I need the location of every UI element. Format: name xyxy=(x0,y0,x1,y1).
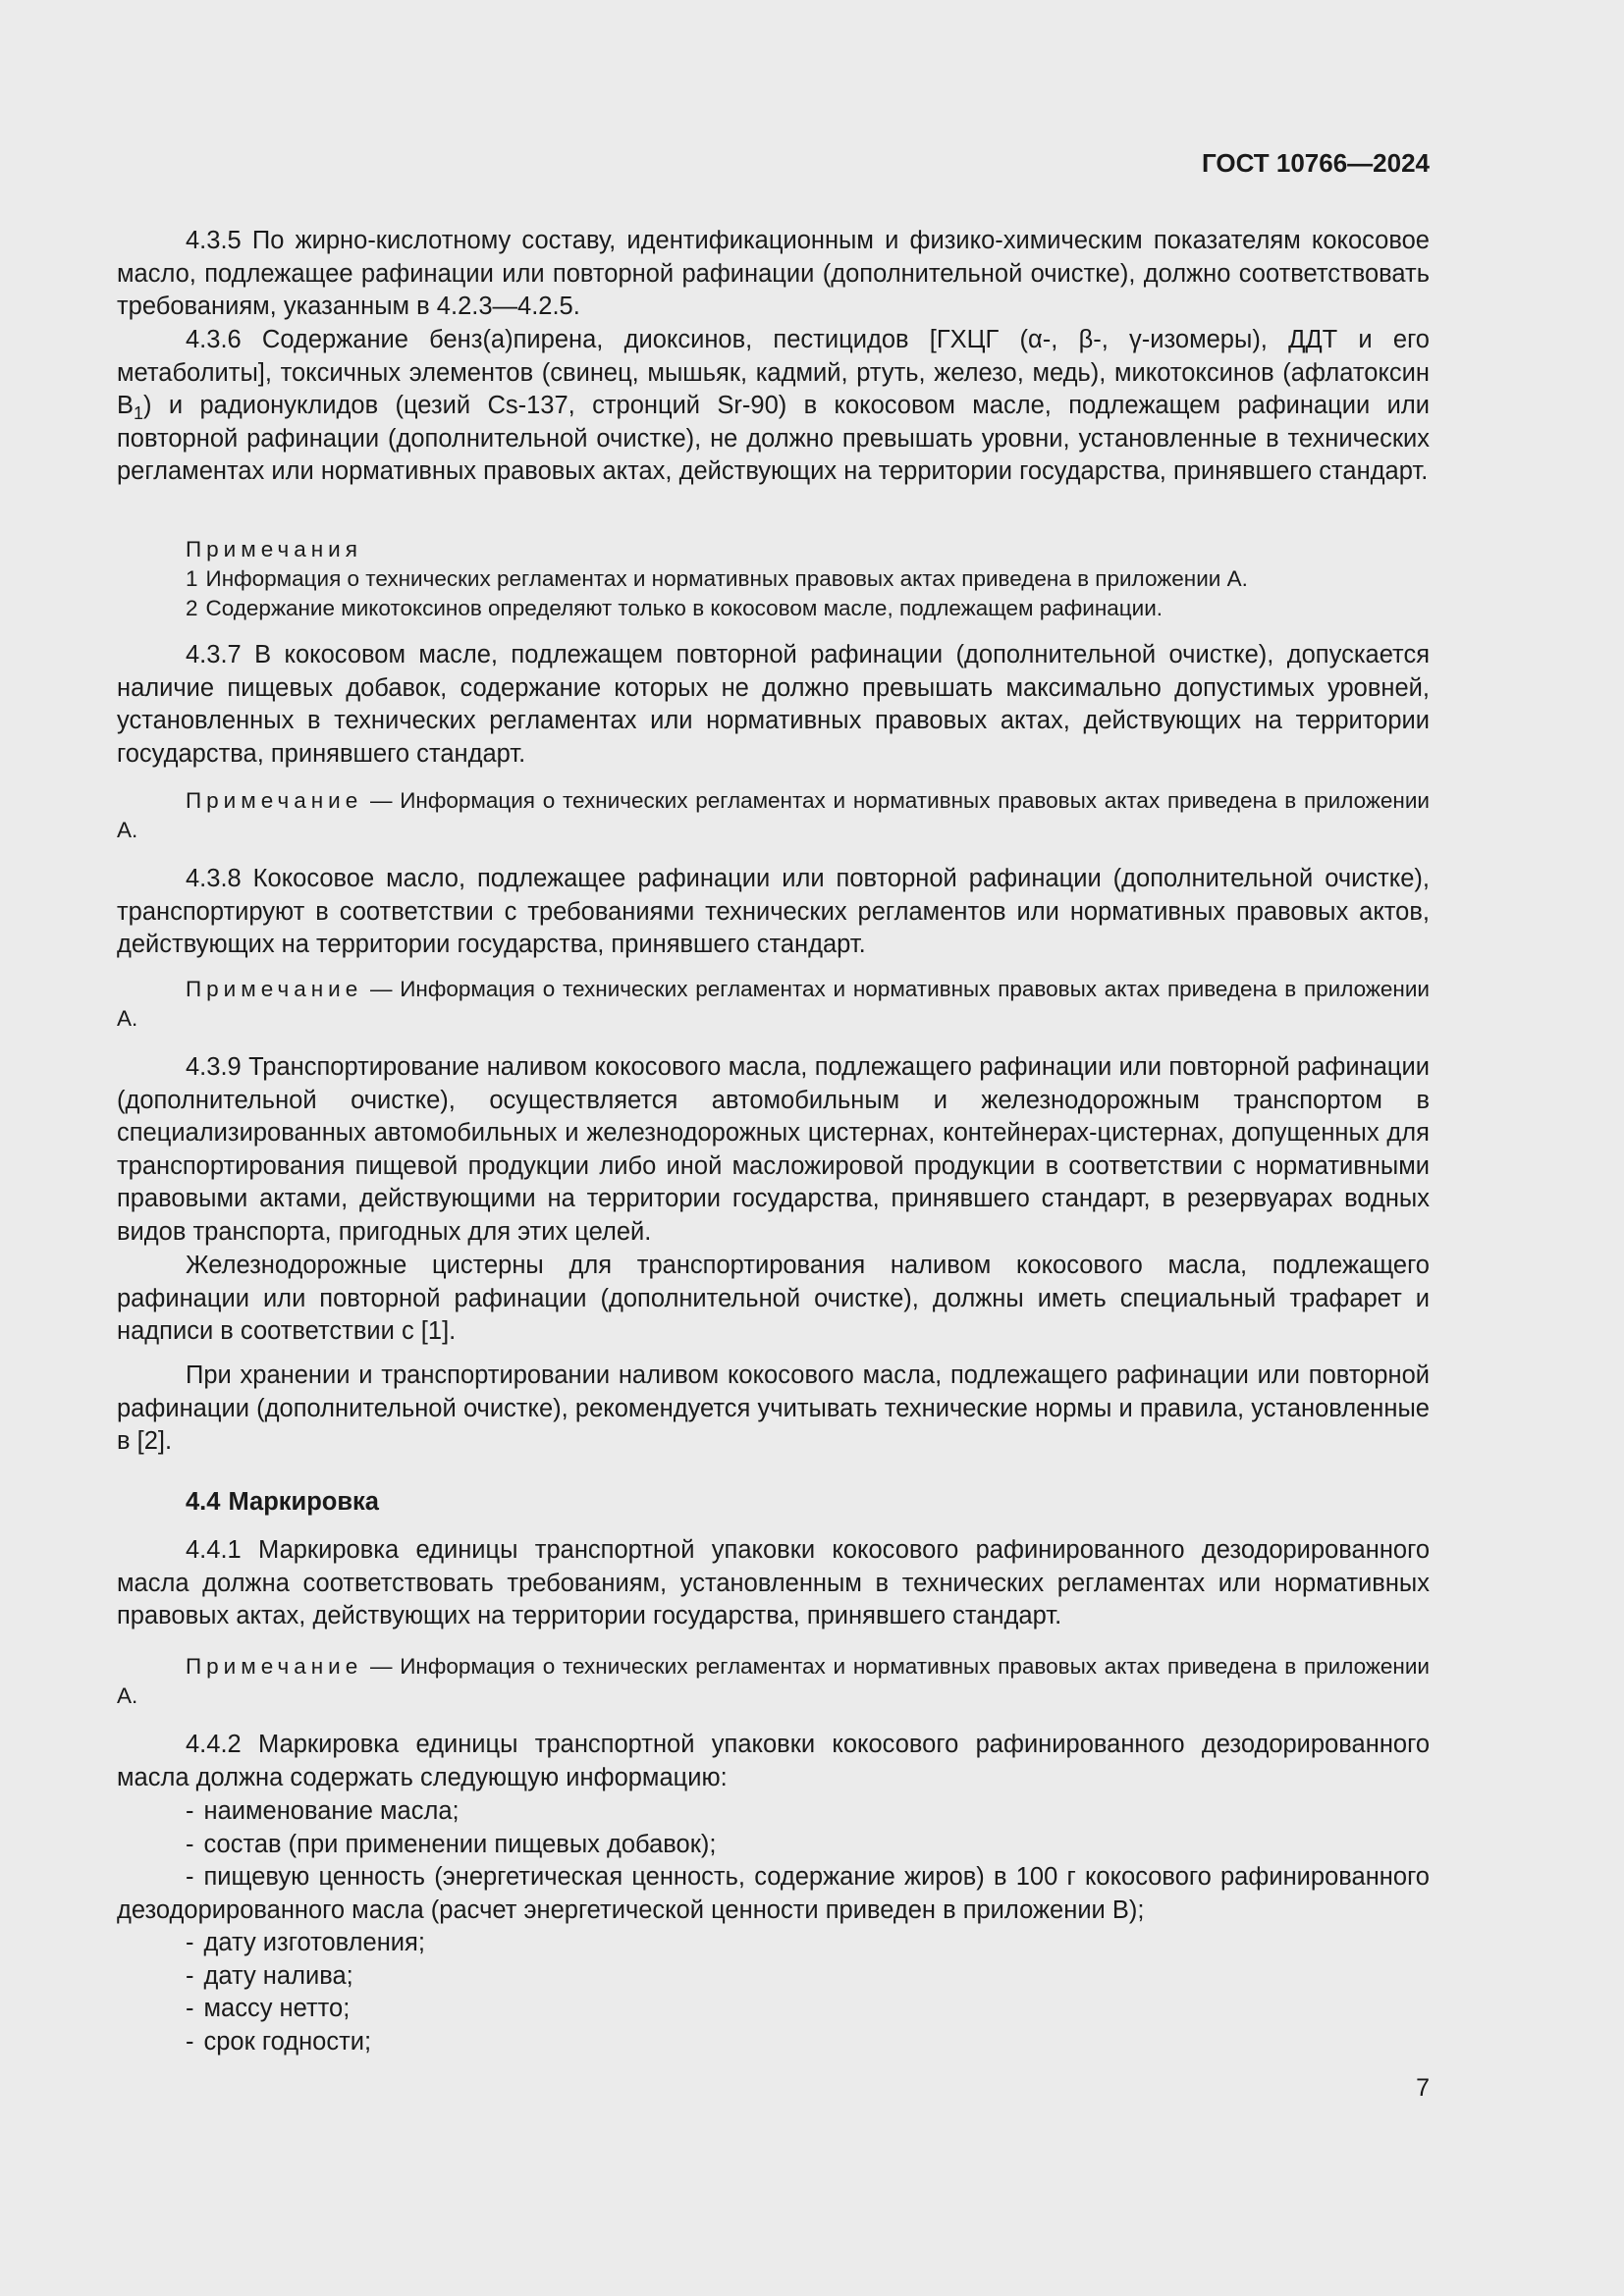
paragraph-4-3-7 xyxy=(117,639,1430,771)
note-4-3-8 xyxy=(117,975,1430,1034)
list-item xyxy=(117,1861,1430,1927)
paragraph-text: 4.4.2 Маркировка единицы транспортной упаковки кокосового рафинированного дезодорированного масла должна содержать следующую информацию: xyxy=(117,1731,1430,1791)
paragraph-text-part: 4.3.6 Содержание бенз(а)пирена, диоксинов, пестицидов [ГХЦГ (α-, β-, γ-изомеры), ДДТ и его метаболиты], токсичных элементов (свинец, мышьяк, кадмий, ртуть, железо, медь), микотоксинов (афлатоксин B xyxy=(117,326,1430,419)
note-body: — Информация о технических регламентах и нормативных правовых актах приведена в приложении А. xyxy=(117,788,1430,842)
note-text xyxy=(117,975,1430,1034)
subscript: 1 xyxy=(134,403,144,423)
list-item xyxy=(117,1829,1430,1862)
paragraph-text: 4.4.1 Маркировка единицы транспортной упаковки кокосового рафинированного дезодорированного масла должна соответствовать требованиям, установленным в технических регламентах или нормативных правовых актах, действующих на территории государства, принявшего стандарт. xyxy=(117,1536,1430,1629)
note-text: Содержание микотоксинов определяют только в кокосовом масле, подлежащем рафинации. xyxy=(205,596,1164,620)
paragraph-text: 4.3.5 По жирно-кислотному составу, идентификационным и физико-химическим показателям кокосовое масло, подлежащее рафинации или повторной рафинации (дополнительной очистке), должно соответствовать требованиям, указанным в 4.2.3—4.2.5. xyxy=(117,227,1430,320)
list-item xyxy=(117,1927,1430,1960)
paragraph-text xyxy=(117,324,1430,489)
section-heading-4-4 xyxy=(117,1486,1430,1520)
note-text xyxy=(117,786,1430,845)
section-title-text: Маркировка xyxy=(228,1488,379,1516)
paragraph-text: При хранении и транспортировании наливом кокосового масла, подлежащего рафинации или повторной рафинации (дополнительной очистке), рекомендуется учитывать технические нормы и правила, установленные в [2]. xyxy=(117,1362,1430,1455)
list-item xyxy=(117,1795,1430,1829)
section-title xyxy=(117,1486,1430,1520)
list-item-text: дату налива; xyxy=(203,1961,353,1990)
note-item xyxy=(117,564,1430,594)
list-dash: - xyxy=(186,1961,194,1990)
note-4-4-1 xyxy=(117,1652,1430,1711)
list-dash: - xyxy=(186,2027,194,2056)
list-dash: - xyxy=(186,1797,194,1825)
section-number: 4.4 xyxy=(186,1488,221,1516)
document-header-id: ГОСТ 10766—2024 xyxy=(1202,148,1430,178)
note-heading: Примечание xyxy=(186,977,363,1001)
list-item xyxy=(117,1960,1430,1994)
list-dash: - xyxy=(186,1830,194,1858)
paragraph-4-4-2 xyxy=(117,1729,1430,1794)
note-text: Информация о технических регламентах и нормативных правовых актах приведена в приложении А. xyxy=(205,566,1248,591)
paragraph-text: 4.3.9 Транспортирование наливом кокосового масла, подлежащего рафинации или повторной рафинации (дополнительной очистке), осуществляется автомобильным и железнодорожным транспортом в специализированных автомобильных и железнодорожных цистернах, контейнерах-цистернах, допущенных для транспортирования пищевой продукции либо иной масложировой продукции в соответствии с нормативными правовыми актами, действующими на территории государства, принявшего стандарт, в резервуарах водных видов транспорта, пригодных для этих целей. xyxy=(117,1053,1430,1246)
paragraph-text: 4.3.7 В кокосовом масле, подлежащем повторной рафинации (дополнительной очистке), допускается наличие пищевых добавок, содержание которых не должно превышать максимально допустимых уровней, установленных в технических регламентах или нормативных правовых актах, действующих на территории государства, принявшего стандарт. xyxy=(117,641,1430,768)
note-body: — Информация о технических регламентах и нормативных правовых актах приведена в приложении А. xyxy=(117,1654,1430,1708)
note-4-3-7 xyxy=(117,786,1430,845)
paragraph-text: Железнодорожные цистерны для транспортирования наливом кокосового масла, подлежащего рафинации или повторной рафинации (дополнительной очистке), должны иметь специальный трафарет и надписи в соответствии с [1]. xyxy=(117,1252,1430,1345)
note-number: 2 xyxy=(186,596,198,620)
list-dash: - xyxy=(186,1995,194,2022)
paragraph-4-3-6 xyxy=(117,324,1430,489)
paragraph-text-part: ) и радионуклидов (цезий Cs-137, стронций Sr-90) в кокосовом масле, подлежащем рафинации или повторной рафинации (дополнительной очистке), не должно превышать уровни, установленные в технических регламентах или нормативных правовых актах, действующих на территории государства, принявшего стандарт. xyxy=(117,392,1430,485)
page-number: 7 xyxy=(1416,2074,1430,2102)
list-item-text: дату изготовления; xyxy=(203,1929,425,1956)
notes-heading: Примечания xyxy=(186,537,362,561)
paragraph-4-3-9-storage xyxy=(117,1360,1430,1459)
note-item xyxy=(117,594,1430,623)
paragraph-4-3-9-rail xyxy=(117,1250,1430,1349)
list-item-text: пищевую ценность (энергетическая ценность, содержание жиров) в 100 г кокосового рафинированного дезодорированного масла (расчет энергетической ценности приведен в приложении В); xyxy=(117,1863,1430,1924)
note-text xyxy=(117,1652,1430,1711)
note-heading: Примечание xyxy=(186,788,363,813)
note-heading: Примечание xyxy=(186,1654,363,1679)
paragraph-4-3-8 xyxy=(117,863,1430,962)
list-item xyxy=(117,1993,1430,2026)
list-item xyxy=(117,2026,1430,2059)
paragraph-text: 4.3.8 Кокосовое масло, подлежащее рафинации или повторной рафинации (дополнительной очистке), транспортируют в соответствии с требованиями технических регламентов или нормативных правовых актов, действующих на территории государства, принявшего стандарт. xyxy=(117,865,1430,958)
paragraph-4-3-9 xyxy=(117,1051,1430,1249)
paragraph-4-4-1 xyxy=(117,1534,1430,1633)
list-dash: - xyxy=(186,1929,194,1956)
note-body: — Информация о технических регламентах и нормативных правовых актах приведена в приложении А. xyxy=(117,977,1430,1031)
list-item-text: наименование масла; xyxy=(203,1797,460,1825)
info-list xyxy=(117,1795,1430,2058)
list-item-text: состав (при применении пищевых добавок); xyxy=(203,1830,717,1858)
paragraph-4-3-5 xyxy=(117,225,1430,324)
list-item-text: срок годности; xyxy=(203,2027,372,2056)
list-dash: - xyxy=(186,1863,194,1891)
note-number: 1 xyxy=(186,566,198,591)
notes-block xyxy=(117,535,1430,623)
list-item-text: массу нетто; xyxy=(203,1995,351,2022)
